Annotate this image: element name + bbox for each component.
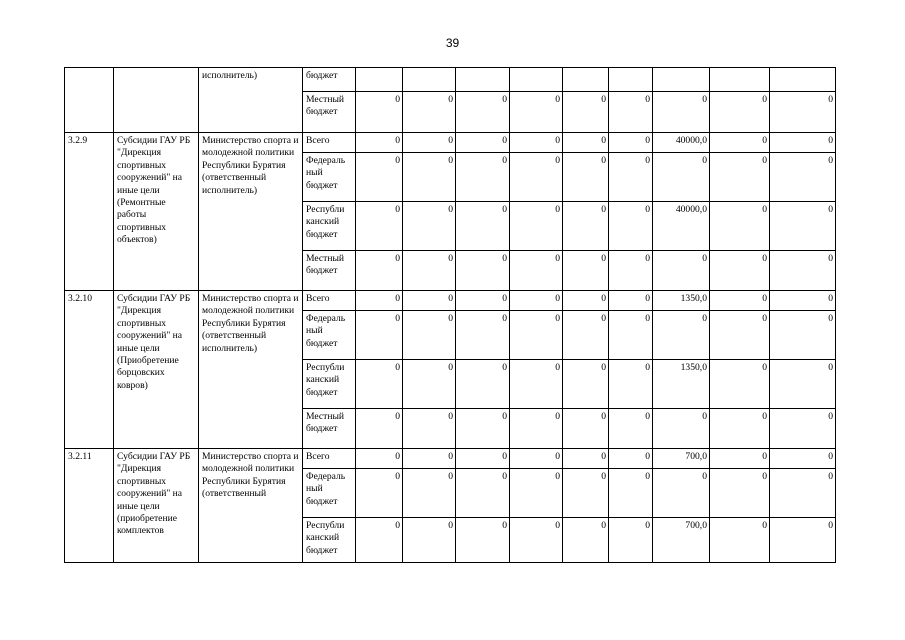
budget-table xyxy=(64,67,836,563)
value-cell: 0 xyxy=(403,360,456,409)
value-cell: 0 xyxy=(456,92,510,133)
value-cell: 0 xyxy=(653,153,710,202)
value-cell: 0 xyxy=(563,469,609,518)
value-cell: 0 xyxy=(510,251,563,291)
value-cell: 0 xyxy=(563,133,609,153)
table-row xyxy=(65,291,836,311)
value-cell: 0 xyxy=(403,311,456,360)
value-cell: 700,0 xyxy=(653,449,710,469)
table-row xyxy=(65,68,836,92)
value-cell: 0 xyxy=(563,360,609,409)
value-cell: 700,0 xyxy=(653,518,710,563)
value-cell: 0 xyxy=(510,202,563,251)
value-cell xyxy=(609,68,653,92)
value-cell: 0 xyxy=(403,469,456,518)
value-cell: 0 xyxy=(563,251,609,291)
item-executor-cell: Министерство спорта и молодежной политики Республики Бурятия (ответственный xyxy=(199,449,303,563)
budget-type-cell: Республи канский бюджет xyxy=(303,360,356,409)
value-cell: 0 xyxy=(710,133,770,153)
value-cell: 0 xyxy=(356,291,403,311)
value-cell: 0 xyxy=(456,360,510,409)
value-cell: 0 xyxy=(609,202,653,251)
value-cell: 0 xyxy=(770,251,836,291)
value-cell: 0 xyxy=(710,202,770,251)
value-cell xyxy=(403,68,456,92)
value-cell: 0 xyxy=(456,311,510,360)
value-cell: 0 xyxy=(403,92,456,133)
item-code-cell: 3.2.9 xyxy=(65,133,114,291)
value-cell: 0 xyxy=(510,449,563,469)
value-cell: 0 xyxy=(609,449,653,469)
budget-type-cell: Местный бюджет xyxy=(303,92,356,133)
value-cell: 0 xyxy=(456,202,510,251)
value-cell: 0 xyxy=(456,133,510,153)
value-cell xyxy=(653,68,710,92)
value-cell: 0 xyxy=(456,409,510,449)
value-cell: 0 xyxy=(770,133,836,153)
value-cell: 0 xyxy=(609,469,653,518)
value-cell: 0 xyxy=(510,92,563,133)
value-cell: 0 xyxy=(356,409,403,449)
item-code-cell xyxy=(65,68,114,133)
value-cell: 0 xyxy=(770,202,836,251)
value-cell: 0 xyxy=(710,311,770,360)
value-cell: 0 xyxy=(609,153,653,202)
value-cell: 0 xyxy=(710,409,770,449)
value-cell: 0 xyxy=(770,360,836,409)
value-cell: 0 xyxy=(609,291,653,311)
value-cell: 1350,0 xyxy=(653,291,710,311)
value-cell: 0 xyxy=(563,153,609,202)
page-number: 39 xyxy=(445,36,460,50)
budget-type-cell: бюджет xyxy=(303,68,356,92)
item-name-cell: Субсидии ГАУ РБ "Дирекция спортивных сооружений" на иные цели (Приобретение борцовских ковров) xyxy=(114,291,199,449)
value-cell: 0 xyxy=(609,251,653,291)
value-cell: 0 xyxy=(653,409,710,449)
value-cell: 0 xyxy=(770,449,836,469)
budget-type-cell: Республи канский бюджет xyxy=(303,518,356,563)
value-cell: 0 xyxy=(356,92,403,133)
value-cell: 0 xyxy=(510,291,563,311)
value-cell: 0 xyxy=(563,202,609,251)
value-cell: 0 xyxy=(609,311,653,360)
budget-type-cell: Местный бюджет xyxy=(303,409,356,449)
value-cell: 0 xyxy=(403,133,456,153)
value-cell: 0 xyxy=(563,409,609,449)
value-cell: 0 xyxy=(710,449,770,469)
value-cell: 0 xyxy=(710,92,770,133)
value-cell: 0 xyxy=(770,153,836,202)
item-executor-cell: исполнитель) xyxy=(199,68,303,133)
value-cell: 0 xyxy=(403,409,456,449)
value-cell: 0 xyxy=(510,518,563,563)
value-cell: 40000,0 xyxy=(653,202,710,251)
item-name-cell xyxy=(114,68,199,133)
value-cell: 0 xyxy=(403,153,456,202)
value-cell: 1350,0 xyxy=(653,360,710,409)
item-name-cell: Субсидии ГАУ РБ "Дирекция спортивных сооружений" на иные цели (приобретение комплектов xyxy=(114,449,199,563)
value-cell: 0 xyxy=(609,360,653,409)
value-cell: 0 xyxy=(710,291,770,311)
value-cell: 0 xyxy=(770,518,836,563)
value-cell: 0 xyxy=(510,311,563,360)
item-executor-cell: Министерство спорта и молодежной политики Республики Бурятия (ответственный исполнитель) xyxy=(199,291,303,449)
value-cell: 0 xyxy=(563,311,609,360)
item-name-cell: Субсидии ГАУ РБ "Дирекция спортивных сооружений" на иные цели (Ремонтные работы спортивных объектов) xyxy=(114,133,199,291)
value-cell: 0 xyxy=(456,518,510,563)
value-cell: 0 xyxy=(510,153,563,202)
value-cell: 0 xyxy=(456,291,510,311)
value-cell xyxy=(563,68,609,92)
budget-type-cell: Федераль ный бюджет xyxy=(303,153,356,202)
value-cell: 0 xyxy=(653,469,710,518)
value-cell: 40000,0 xyxy=(653,133,710,153)
value-cell: 0 xyxy=(770,409,836,449)
budget-type-cell: Местный бюджет xyxy=(303,251,356,291)
table-row xyxy=(65,133,836,153)
table-row xyxy=(65,449,836,469)
value-cell: 0 xyxy=(456,251,510,291)
value-cell: 0 xyxy=(403,291,456,311)
value-cell: 0 xyxy=(710,251,770,291)
value-cell: 0 xyxy=(403,202,456,251)
value-cell: 0 xyxy=(356,153,403,202)
value-cell: 0 xyxy=(770,92,836,133)
value-cell: 0 xyxy=(710,518,770,563)
value-cell: 0 xyxy=(510,469,563,518)
value-cell: 0 xyxy=(356,360,403,409)
value-cell xyxy=(510,68,563,92)
value-cell: 0 xyxy=(770,311,836,360)
budget-type-cell: Всего xyxy=(303,291,356,311)
value-cell: 0 xyxy=(653,251,710,291)
value-cell: 0 xyxy=(653,92,710,133)
item-executor-cell: Министерство спорта и молодежной политики Республики Бурятия (ответственный исполнитель) xyxy=(199,133,303,291)
value-cell xyxy=(770,68,836,92)
value-cell: 0 xyxy=(770,291,836,311)
value-cell: 0 xyxy=(456,469,510,518)
value-cell: 0 xyxy=(456,153,510,202)
value-cell: 0 xyxy=(563,92,609,133)
value-cell xyxy=(710,68,770,92)
value-cell: 0 xyxy=(356,518,403,563)
value-cell: 0 xyxy=(403,251,456,291)
item-code-cell: 3.2.10 xyxy=(65,291,114,449)
budget-type-cell: Федераль ный бюджет xyxy=(303,311,356,360)
value-cell: 0 xyxy=(770,469,836,518)
value-cell: 0 xyxy=(710,469,770,518)
value-cell: 0 xyxy=(609,133,653,153)
value-cell: 0 xyxy=(356,311,403,360)
value-cell: 0 xyxy=(609,409,653,449)
value-cell: 0 xyxy=(609,92,653,133)
value-cell: 0 xyxy=(710,360,770,409)
budget-type-cell: Федераль ный бюджет xyxy=(303,469,356,518)
value-cell: 0 xyxy=(356,449,403,469)
value-cell: 0 xyxy=(563,518,609,563)
budget-type-cell: Всего xyxy=(303,133,356,153)
value-cell: 0 xyxy=(510,133,563,153)
value-cell: 0 xyxy=(609,518,653,563)
value-cell xyxy=(456,68,510,92)
budget-type-cell: Республи канский бюджет xyxy=(303,202,356,251)
value-cell: 0 xyxy=(356,202,403,251)
value-cell: 0 xyxy=(356,251,403,291)
value-cell: 0 xyxy=(563,449,609,469)
value-cell: 0 xyxy=(563,291,609,311)
value-cell: 0 xyxy=(356,133,403,153)
value-cell: 0 xyxy=(456,449,510,469)
value-cell: 0 xyxy=(403,449,456,469)
item-code-cell: 3.2.11 xyxy=(65,449,114,563)
value-cell: 0 xyxy=(710,153,770,202)
value-cell xyxy=(356,68,403,92)
budget-type-cell: Всего xyxy=(303,449,356,469)
table-body xyxy=(65,68,836,563)
value-cell: 0 xyxy=(510,360,563,409)
value-cell: 0 xyxy=(356,469,403,518)
value-cell: 0 xyxy=(653,311,710,360)
value-cell: 0 xyxy=(510,409,563,449)
value-cell: 0 xyxy=(403,518,456,563)
